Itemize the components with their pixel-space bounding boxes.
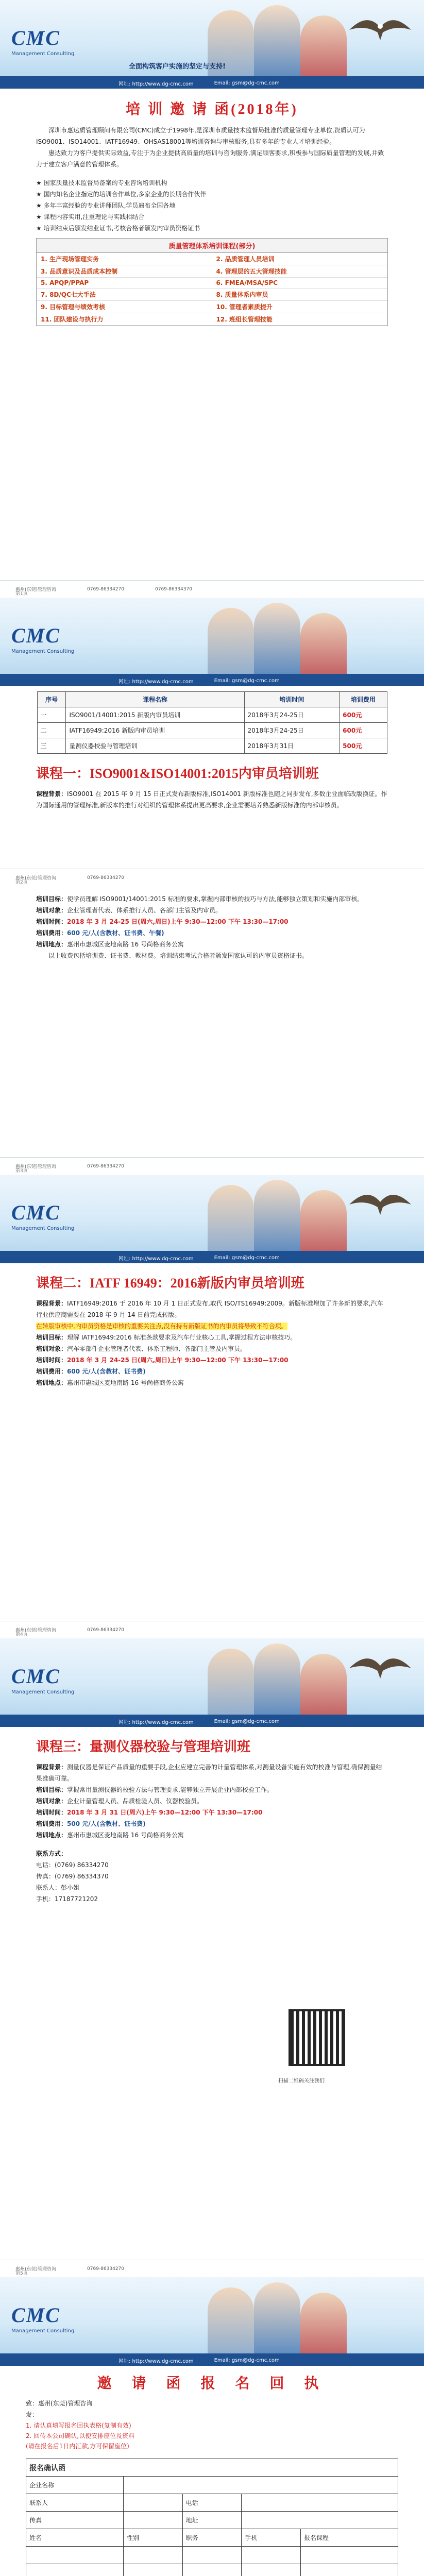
form-to: 致：惠州(东莞)管理咨询 (26, 2400, 93, 2407)
footer-bar (0, 869, 424, 886)
label: 培训对象： (36, 1798, 67, 1805)
footer-company: 惠州(东莞)管理咨询 (15, 2267, 57, 2272)
footer-tel: 0769-86334270 (87, 1627, 124, 1633)
person-photo (300, 1190, 347, 1252)
participant-cell[interactable] (242, 2564, 301, 2576)
person-photo (300, 2293, 347, 2354)
feature-item: ★ 课程内容实用,注重理论与实践相结合 (36, 213, 145, 221)
cell-time: 2018年3月24-25日 (244, 707, 340, 723)
course-item: 12. 班组长管理技能 (212, 313, 388, 326)
cmc-logo (11, 1664, 109, 1700)
footer-company: 惠州(东莞)管理咨询 (15, 1164, 57, 1170)
cmc-logo (11, 1200, 109, 1236)
cell-no: 三 (37, 738, 66, 754)
logo-text: CMC (11, 26, 60, 49)
course-item: 5. APQP/PPAP (37, 278, 212, 289)
address-input[interactable] (242, 2512, 398, 2529)
person-photo (208, 2287, 254, 2354)
website-link[interactable]: 网址: http://www.dg-cmc.com (118, 2358, 194, 2364)
column-header: 报名课程 (300, 2529, 398, 2547)
feature-item: ★ 培训结束后颁发结业证书,考核合格者颁发内审员资格证书 (36, 225, 200, 232)
footer-company: 惠州(东莞)管理咨询 (15, 1628, 57, 1633)
label: 培训目标： (36, 1334, 67, 1341)
course2-time: 2018 年 3 月 24-25 日(周六,周日)上午 9:30—12:00 下午 13:30—17:00 (67, 1357, 289, 1364)
intro-paragraph-2: 惠达致力为客户提供实际效益,专注于为企业提供高质量的培训与咨询服务,满足顾客要求,积极参与国际质量管理的发展,并致力于建立客户满意的管理体系。 (36, 149, 384, 168)
person-photo (300, 15, 347, 77)
banner-photos (202, 1175, 424, 1252)
label: 培训地点： (36, 1379, 67, 1386)
table-row (26, 2547, 398, 2564)
eagle-icon (347, 1648, 414, 1684)
footer-bar (0, 580, 424, 598)
table-row (26, 2564, 398, 2576)
participant-cell[interactable] (182, 2564, 242, 2576)
participant-cell[interactable] (124, 2564, 183, 2576)
label: 培训地点： (36, 1832, 67, 1839)
website-link[interactable]: 网址: http://www.dg-cmc.com (118, 1719, 194, 1725)
email-link[interactable]: Email: gsm@dg-cmc.com (214, 1718, 280, 1724)
footer-company: 惠州(东莞)管理咨询 (15, 876, 57, 881)
logo-subtitle: Management Consulting (11, 1226, 75, 1231)
logo-subtitle: Management Consulting (11, 51, 75, 57)
email-link[interactable]: Email: gsm@dg-cmc.com (214, 80, 280, 86)
column-header: 手机 (242, 2529, 301, 2547)
schedule-table (37, 691, 387, 754)
header-banner (0, 0, 424, 77)
logo-text: CMC (11, 2303, 60, 2327)
course2-objective: 理解 IATF16949:2016 标准条款要求及汽车行业核心工具,掌握过程方法审核技巧。 (67, 1334, 297, 1341)
email-link[interactable]: Email: gsm@dg-cmc.com (214, 677, 280, 684)
course-item: 3. 品质意识及品质成本控制 (37, 265, 212, 278)
course3-objective: 掌握常用量测仪器的校验方法与管理要求,能够独立开展企业内部校验工作。 (67, 1786, 273, 1793)
company-name-input[interactable] (124, 2477, 398, 2494)
footer-tel: 0769-86334270 (87, 875, 124, 880)
footer-bar (0, 2260, 424, 2277)
course3-background: 测量仪器是保证产品质量的重要手段,企业应建立完善的计量管理体系,对测量设备实施有效的校准与管理,确保测量结果准确可靠。 (36, 1764, 382, 1782)
column-header: 课程名称 (66, 692, 244, 707)
label: 培训目标： (36, 895, 67, 903)
course2-fee: 600 元/人(含教材、证书费) (67, 1368, 146, 1375)
course2-target: 汽车零部件企业管理者代表、体系工程师、各部门主管及内审员。 (67, 1345, 247, 1352)
email-link[interactable]: Email: gsm@dg-cmc.com (214, 1255, 280, 1261)
cell-time: 2018年3月31日 (244, 738, 340, 754)
label: 培训对象： (36, 907, 67, 914)
feature-item: ★ 国内知名企业指定的培训合作单位,多家企业的长期合作伙伴 (36, 191, 207, 198)
phone-input[interactable] (242, 2494, 398, 2512)
eagle-icon (347, 9, 414, 45)
header-banner (0, 2277, 424, 2354)
column-header: 职务 (182, 2529, 242, 2547)
form-step: 1. 请认真填写报名回执表格(复制有效) (26, 2422, 131, 2429)
person-photo (254, 5, 300, 77)
course-item: 1. 生产现场管理实务 (37, 253, 212, 265)
header-banner (0, 598, 424, 675)
label: 培训费用： (36, 1820, 67, 1827)
contact-bar (0, 675, 424, 686)
form-step: (请在报名后1日内汇款,方可保留座位) (26, 2443, 129, 2450)
logo-text: CMC (11, 1665, 60, 1688)
header-banner (0, 1638, 424, 1716)
schedule-sheet (0, 598, 424, 886)
cell-fee: 500元 (340, 738, 387, 754)
course2-title: 课程二：IATF 16949：2016新版内审员培训班 (36, 1276, 304, 1291)
participant-cell[interactable] (26, 2547, 124, 2564)
qr-code-icon (289, 2009, 345, 2066)
page-number: 第5页 (15, 2271, 28, 2276)
cell-no: 一 (37, 707, 66, 723)
website-link[interactable]: 网址: http://www.dg-cmc.com (118, 679, 194, 685)
course1-objective: 使学员理解 ISO9001/14001:2015 标准的要求,掌握内部审核的技巧与方法,能够独立策划和实施内部审核。 (67, 895, 364, 903)
contact-bar (0, 1252, 424, 1263)
footer-bar (0, 1157, 424, 1175)
table-row (37, 738, 387, 754)
banner-photos (202, 2277, 424, 2354)
invite-sheet (0, 0, 424, 598)
contact-bar (0, 77, 424, 89)
course2-place: 惠州市惠城区麦地南路 16 号尚格商务公寓 (67, 1379, 184, 1386)
invite-title: 培 训 邀 请 函(2018年) (126, 101, 298, 117)
contact-bar (0, 2354, 424, 2366)
person-photo (254, 603, 300, 675)
table-row (37, 723, 387, 738)
column-header: 姓名 (26, 2529, 124, 2547)
footer-tel: 0769-86334270 (87, 2266, 124, 2272)
label: 课程背景： (36, 1300, 67, 1307)
course-list-heading: 质量管理体系培训课程(部分) (37, 239, 387, 253)
column-header: 培训时间 (244, 692, 340, 707)
intro-paragraph: 深圳市惠达质管理顾问有限公司(CMC)成立于1998年,是深圳市质量技术监督局批准的质量管理专业单位,资质认可为ISO9001、ISO14001、IATF16949、OHSAS18001等培训咨询与审核服务,具有多年的专业人才培训经验。 (36, 127, 365, 145)
field-label: 企业名称 (26, 2477, 124, 2494)
cmc-logo (11, 26, 109, 62)
course-item: 2. 品质管理人员培训 (212, 253, 388, 265)
feature-item: ★ 多年丰富经验的专业讲师团队,学员遍布全国各地 (36, 202, 176, 209)
feature-item: ★ 国家质量技术监督局备案的专业咨询培训机构 (36, 179, 167, 187)
column-header: 培训费用 (340, 692, 387, 707)
form-title: 邀 请 函 报 名 回 执 (97, 2376, 327, 2392)
course3-fee: 500 元/人(含教材、证书费) (67, 1820, 146, 1827)
person-photo (254, 2282, 300, 2354)
banner-photos (202, 0, 424, 77)
slogan: 全面构筑客户实施的坚定与支持! (129, 63, 226, 71)
contact-person: 联系人：彭小姐 (36, 1884, 80, 1891)
cell-course: 量测仪器校验与管理培训 (66, 738, 244, 754)
footer-tel: 0769-86334270 (87, 1163, 124, 1169)
footer-company: 惠州(东莞)管理咨询 (15, 587, 57, 592)
logo-subtitle: Management Consulting (11, 1689, 75, 1695)
form-section-heading: 报名确认函 (26, 2459, 398, 2477)
fax-input[interactable] (124, 2512, 183, 2529)
label: 联系方式： (36, 1850, 67, 1857)
page-number: 第2页 (15, 880, 28, 885)
page-number: 第3页 (15, 1168, 28, 1174)
logo-subtitle: Management Consulting (11, 2328, 75, 2334)
page-number: 第4页 (15, 1632, 28, 1637)
person-photo (208, 1649, 254, 1716)
contact-bar (0, 1716, 424, 1727)
website-link[interactable]: 网址: http://www.dg-cmc.com (118, 81, 194, 87)
person-photo (208, 608, 254, 675)
person-photo (208, 1185, 254, 1252)
cell-course: IATF16949:2016 新版内审员培训 (66, 723, 244, 738)
label: 课程背景： (36, 1764, 67, 1771)
person-photo (254, 1643, 300, 1716)
field-label: 电话 (182, 2494, 242, 2512)
cell-no: 二 (37, 723, 66, 738)
course1-fee: 600 元/人(含教材、证书费、午餐) (67, 929, 164, 937)
course-item: 10. 管理者素质提升 (212, 301, 388, 313)
participant-cell[interactable] (26, 2564, 124, 2576)
course-item: 9. 目标管理与绩效考核 (37, 301, 212, 313)
header-banner (0, 1175, 424, 1252)
label: 培训时间： (36, 918, 67, 925)
footer-fax: 0769-86334370 (155, 586, 192, 592)
contact-input[interactable] (124, 2494, 183, 2512)
field-label: 传真 (26, 2512, 124, 2529)
form-from: 发： (26, 2411, 39, 2418)
contact-mobile: 手机：17187721202 (36, 1895, 98, 1903)
banner-photos (202, 598, 424, 675)
label: 培训时间： (36, 1809, 67, 1816)
course3-title: 课程三：量测仪器校验与管理培训班 (36, 1739, 251, 1754)
email-link[interactable]: Email: gsm@dg-cmc.com (214, 2357, 280, 2363)
cell-time: 2018年3月24-25日 (244, 723, 340, 738)
cell-course: ISO9001/14001:2015 新版内审员培训 (66, 707, 244, 723)
course2-sheet (0, 1175, 424, 1638)
course1-note: 以上收费包括培训费、证书费、教材费。培训结束考试合格者颁发国家认可的内审员资格证书。 (48, 952, 309, 959)
label: 培训地点： (36, 941, 67, 948)
course3-place: 惠州市惠城区麦地南路 16 号尚格商务公寓 (67, 1832, 184, 1839)
label: 培训目标： (36, 1786, 67, 1793)
course1-time: 2018 年 3 月 24-25 日(周六,周日)上午 9:30—12:00 下午 13:30—17:00 (67, 918, 289, 925)
course3-time: 2018 年 3 月 31 日(周六)上午 9:30—12:00 下午 13:30—17:00 (67, 1809, 263, 1816)
registration-sheet (0, 2277, 424, 2576)
course-item: 8. 质量体系内审员 (212, 289, 388, 301)
cmc-logo (11, 2303, 109, 2339)
course-item: 7. 8D/QC七大手法 (37, 289, 212, 301)
cell-fee: 600元 (340, 723, 387, 738)
contact-phone: 电话：(0769) 86334270 (36, 1861, 109, 1869)
participant-cell[interactable] (182, 2547, 242, 2564)
course1-title: 课程一：ISO9001&ISO14001:2015内审员培训班 (36, 766, 319, 781)
website-link[interactable]: 网址: http://www.dg-cmc.com (118, 1256, 194, 1262)
field-label: 联系人 (26, 2494, 124, 2512)
course-item: 11. 团队建设与执行力 (37, 313, 212, 326)
logo-text: CMC (11, 1201, 60, 1224)
footer-tel: 0769-86334270 (87, 586, 124, 592)
course-list-box (36, 238, 388, 326)
person-photo (254, 1180, 300, 1252)
label: 课程背景： (36, 790, 67, 798)
course2-background: IATF16949:2016 于 2016 年 10 月 1 日正式发布,取代 ISO/TS16949:2009。新版标准增加了许多新的要求,汽车行业供应商需要在 2018 年 9 月 14 日前完成转版。 (36, 1300, 383, 1318)
label: 培训对象： (36, 1345, 67, 1352)
form-step: 2. 回传本公司确认,以便安排座位及资料 (26, 2432, 135, 2439)
participant-cell[interactable] (242, 2547, 301, 2564)
page-number: 第1页 (15, 591, 28, 597)
course-item: 6. FMEA/MSA/SPC (212, 278, 388, 289)
feature-list (0, 177, 424, 234)
participant-cell[interactable] (124, 2547, 183, 2564)
registration-table (26, 2459, 398, 2576)
course2-highlight: 在转版审核中,内审员资格是审核的重要关注点,没有持有新版证书的内审员将导致不符合项。 (36, 1323, 287, 1330)
participant-cell[interactable] (300, 2564, 398, 2576)
logo-text: CMC (11, 624, 60, 647)
course3-sheet (0, 1638, 424, 2277)
course-item: 4. 管理层的五大管理技能 (212, 265, 388, 278)
banner-photos (202, 1638, 424, 1716)
eagle-icon (347, 1184, 414, 1220)
cell-fee: 600元 (340, 707, 387, 723)
contact-fax: 传真：(0769) 86334370 (36, 1873, 109, 1880)
label: 培训时间： (36, 1357, 67, 1364)
field-label: 地址 (182, 2512, 242, 2529)
course3-target: 企业计量管理人员、品质检验人员、仪器校验员。 (67, 1798, 203, 1805)
person-photo (300, 613, 347, 675)
qr-caption: 扫描二维码关注我们 (278, 2078, 325, 2084)
column-header: 性别 (124, 2529, 183, 2547)
column-header: 序号 (37, 692, 66, 707)
footer-bar (0, 1621, 424, 1638)
table-row (37, 707, 387, 723)
label: 培训费用： (36, 1368, 67, 1375)
course1-sheet (0, 886, 424, 1175)
cmc-logo (11, 623, 109, 659)
participant-cell[interactable] (300, 2547, 398, 2564)
course1-target: 企业管理者代表、体系推行人员、各部门主管及内审员。 (67, 907, 222, 914)
label: 培训费用： (36, 929, 67, 937)
course1-background: ISO9001 在 2015 年 9 月 15 日正式发布新版标准,ISO14001 新版标准也随之同步发布,多数企业面临改版换证。作为国际通用的管理标准,新版本的推行对组织的管理体系提出更高要求,企业需要培养熟悉新版标准的内部审核员。 (36, 790, 387, 809)
person-photo (300, 1654, 347, 1716)
logo-subtitle: Management Consulting (11, 649, 75, 654)
course1-place: 惠州市惠城区麦地南路 16 号尚格商务公寓 (67, 941, 184, 948)
